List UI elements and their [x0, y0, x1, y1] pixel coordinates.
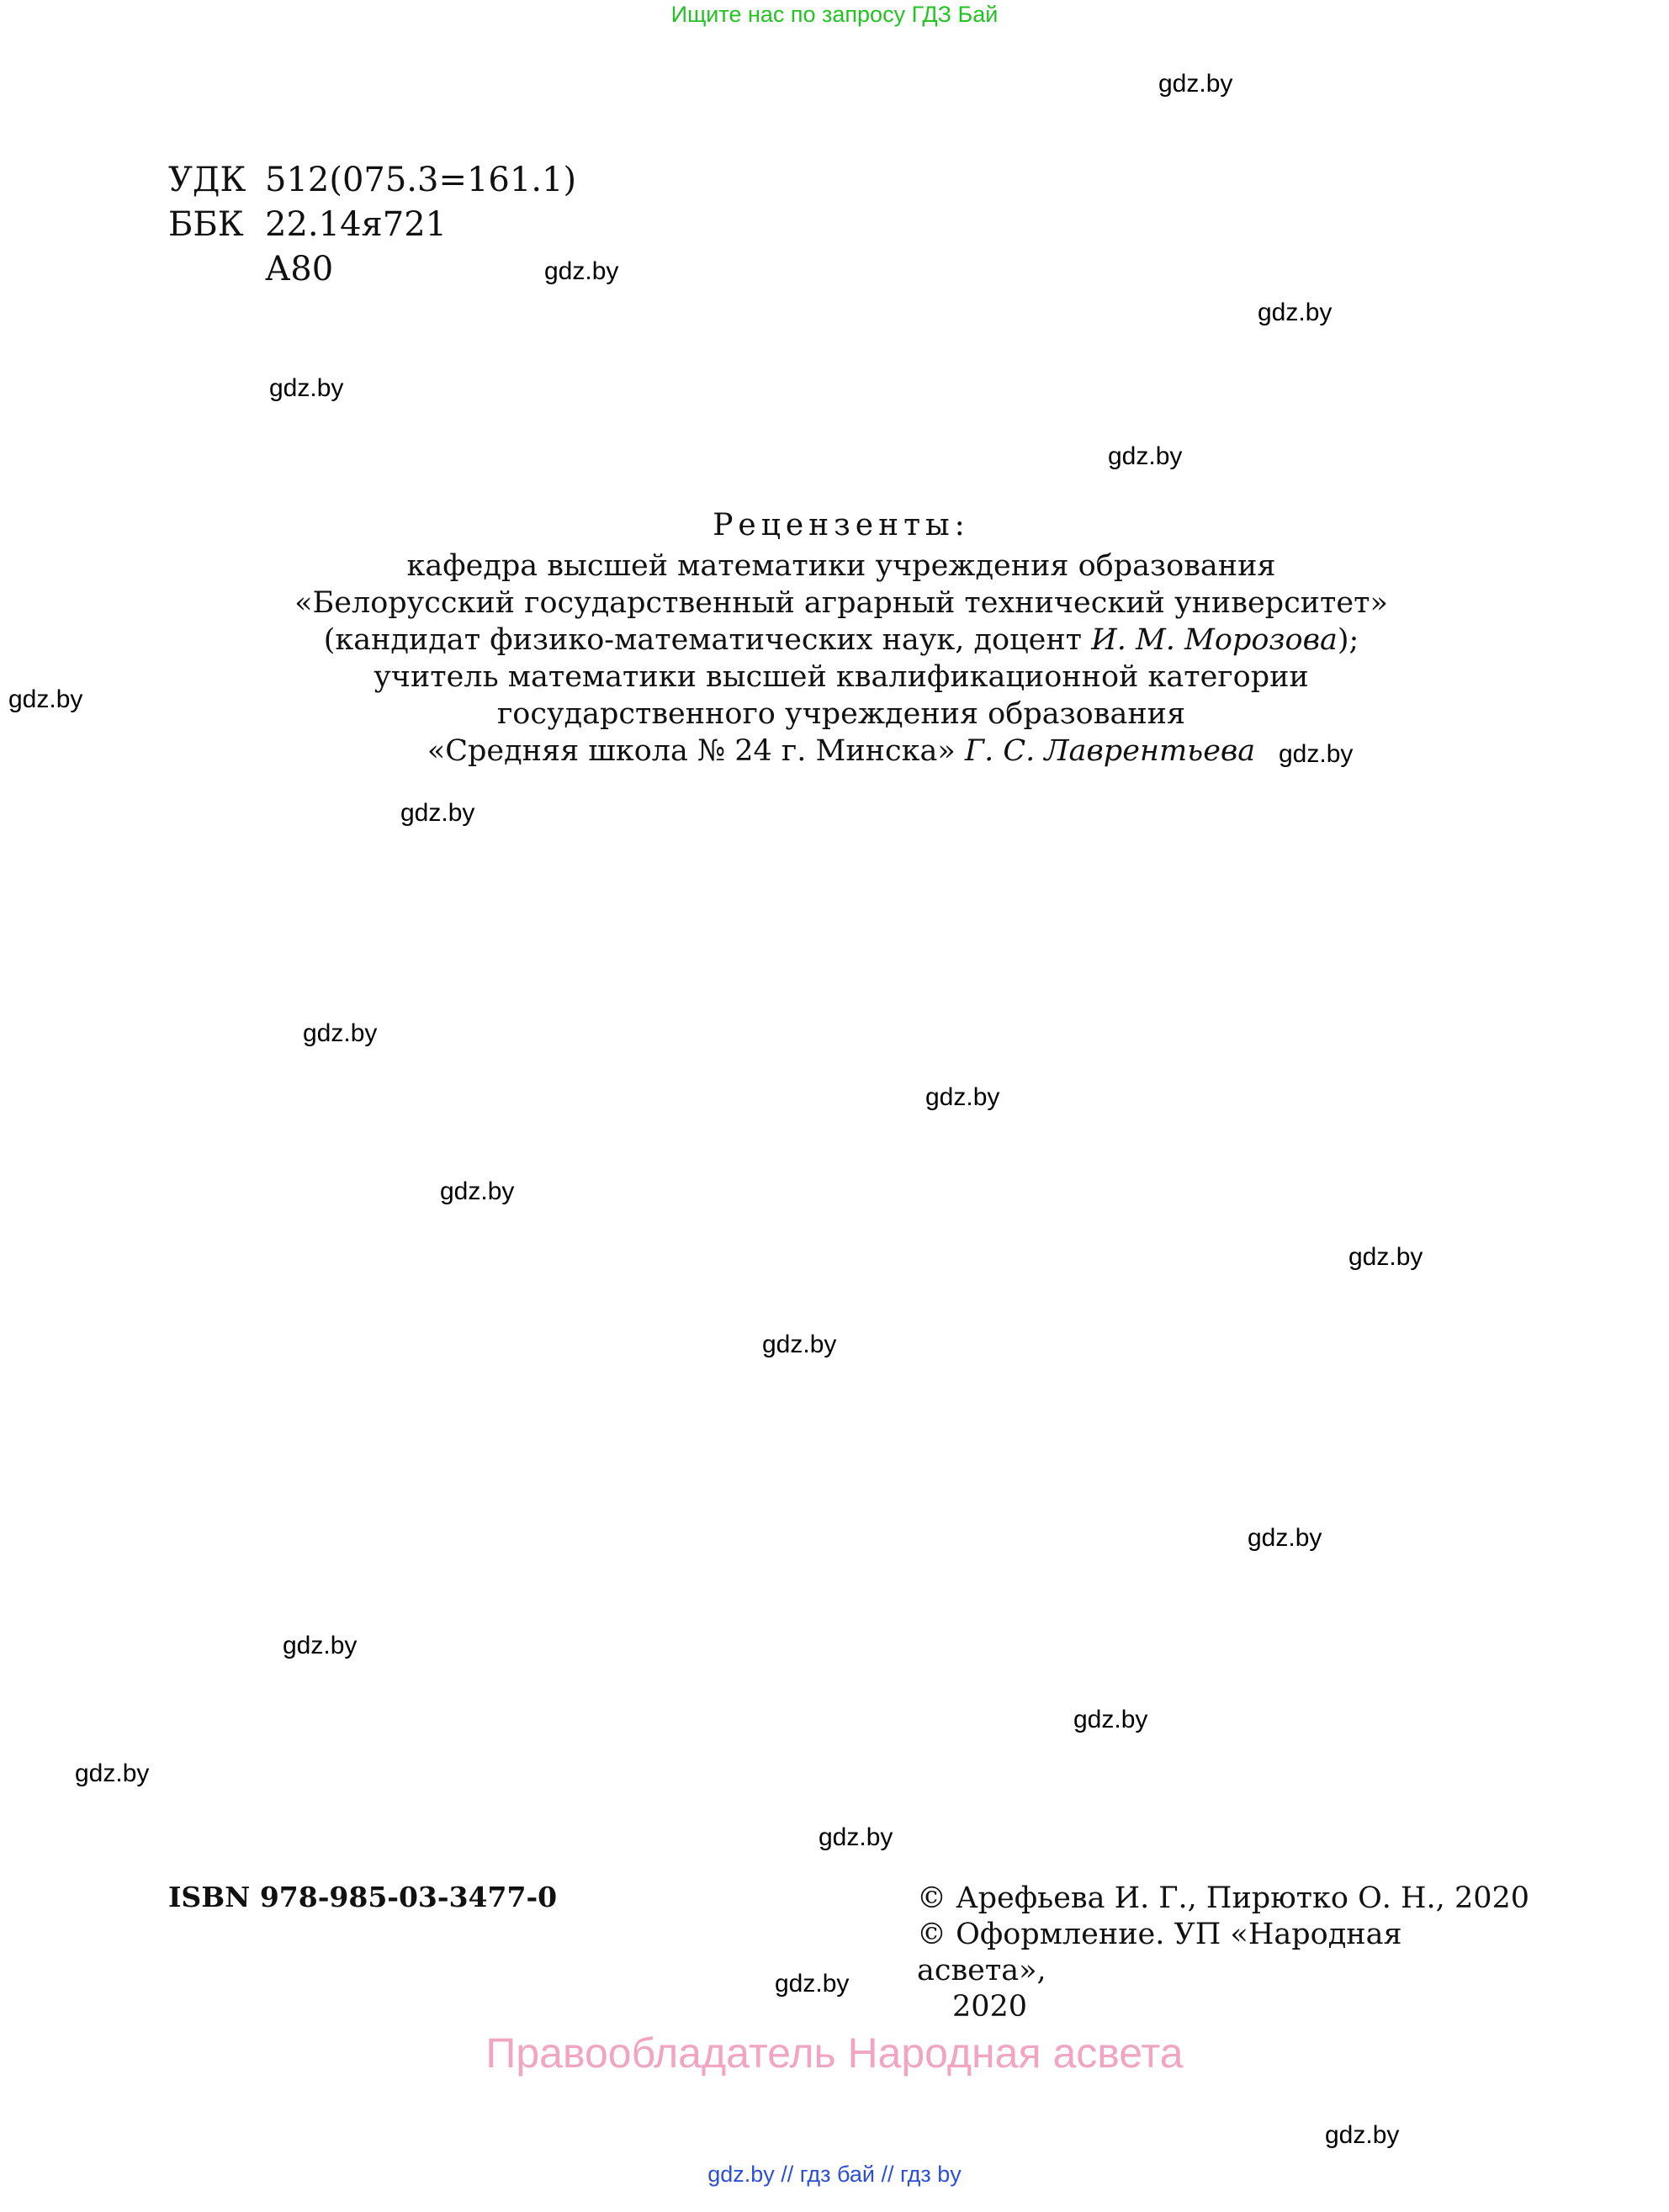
watermark: gdz.by	[1325, 2121, 1400, 2149]
reviewers-line: государственного учреждения образования	[496, 697, 1186, 731]
copyright-line: © Оформление. УП «Народная асвета»,	[917, 1918, 1402, 1987]
author-mark: А80	[265, 250, 334, 288]
watermark: gdz.by	[819, 1823, 893, 1851]
watermark: gdz.by	[1279, 740, 1354, 768]
reviewers-line-text: (кандидат физико-математических наук, доцент	[323, 623, 1083, 657]
reviewers-line	[168, 622, 1514, 659]
reviewers-line-text: );	[1337, 623, 1359, 657]
bbk-value: 22.14я721	[265, 205, 448, 244]
watermark: gdz.by	[269, 374, 344, 402]
copyright-line: 2020	[952, 1990, 1028, 2024]
rights-holder: Правообладатель Народная асвета	[485, 2029, 1184, 2077]
reviewers-block	[168, 507, 1514, 770]
reviewers-line: учитель математики высшей квалификационной категории	[374, 660, 1309, 694]
watermark: gdz.by	[8, 685, 83, 713]
watermark: gdz.by	[400, 799, 475, 827]
watermark: gdz.by	[283, 1632, 358, 1659]
reviewer-name: Г. С. Лаврентьева	[964, 734, 1256, 768]
top-banner: Ищите нас по запросу ГДЗ Бай	[670, 2, 999, 27]
copyright-line: © Арефьева И. Г., Пирютко О. Н., 2020	[917, 1881, 1530, 1915]
footer-links: gdz.by // гдз бай // гдз by	[707, 2162, 962, 2187]
watermark: gdz.by	[762, 1331, 837, 1358]
watermark: gdz.by	[303, 1019, 378, 1047]
udk-value: 512(075.3=161.1)	[265, 161, 577, 199]
copyright-block	[917, 1881, 1531, 2025]
isbn: ISBN 978-985-03-3477-0	[168, 1881, 558, 1913]
udk-label: УДК	[168, 161, 246, 199]
watermark: gdz.by	[775, 1970, 850, 1998]
watermark: gdz.by	[75, 1760, 150, 1787]
reviewers-line	[168, 733, 1514, 770]
reviewers-line: «Белорусский государственный аграрный технический университет»	[294, 586, 1388, 620]
watermark: gdz.by	[544, 257, 619, 285]
watermark: gdz.by	[440, 1177, 515, 1205]
bbk-label: ББК	[168, 205, 244, 244]
watermark: gdz.by	[1073, 1706, 1148, 1733]
reviewers-line: кафедра высшей математики учреждения образования	[406, 549, 1276, 583]
watermark: gdz.by	[1348, 1243, 1423, 1271]
catalog-codes	[168, 158, 576, 292]
watermark: gdz.by	[1158, 70, 1233, 98]
reviewers-heading: Рецензенты:	[713, 508, 970, 542]
watermark: gdz.by	[1108, 442, 1183, 470]
watermark: gdz.by	[925, 1083, 1000, 1111]
watermark: gdz.by	[1248, 1524, 1322, 1552]
reviewers-line-text: «Средняя школа № 24 г. Минска»	[427, 734, 956, 768]
udk-row	[168, 158, 576, 203]
bbk-row	[168, 203, 576, 247]
watermark: gdz.by	[1258, 299, 1333, 326]
reviewer-name: И. М. Морозова	[1091, 623, 1338, 657]
